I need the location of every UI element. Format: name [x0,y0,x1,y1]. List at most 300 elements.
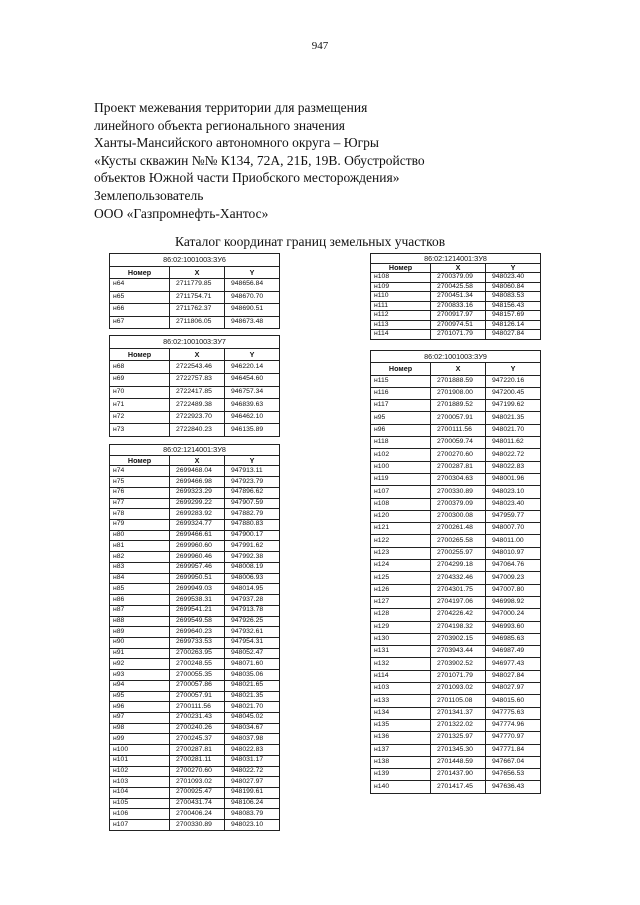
coord-y: 947926.25 [225,616,280,627]
point-number: н115 [371,375,431,387]
table-row [110,411,280,424]
coord-x: 2701322.02 [431,719,486,731]
coord-y: 948083.53 [486,292,541,302]
coord-y: 948156.43 [486,301,541,311]
column-header-x: X [431,263,486,273]
table-row [110,809,280,820]
table-row [110,424,280,437]
column-header-number: Номер [371,263,431,273]
coord-y: 948126.14 [486,320,541,330]
point-number: н97 [110,712,170,723]
coord-x: 2699466.61 [170,530,225,541]
table-row [371,633,541,645]
coord-y: 948015.60 [486,695,541,707]
table-row [110,304,280,317]
coord-y: 946987.49 [486,646,541,658]
coord-y: 948014.95 [225,584,280,595]
coord-x: 2699468.04 [170,466,225,477]
point-number: н122 [371,535,431,547]
table-row [110,595,280,606]
point-number: н93 [110,670,170,681]
header-line: объектов Южной части Приобского месторождения» [94,170,400,186]
point-number: н123 [371,547,431,559]
point-number: н116 [371,387,431,399]
coord-y: 948022.83 [225,745,280,756]
coord-x: 2704332.46 [431,572,486,584]
column-header-number: Номер [371,363,431,375]
table-row [110,386,280,399]
coord-y: 948006.93 [225,573,280,584]
coord-y: 946757.34 [225,386,280,399]
table-row [110,316,280,329]
coord-y: 948011.62 [486,437,541,449]
column-header-x: X [170,348,225,361]
coord-y: 948023.40 [486,273,541,283]
coord-x: 2722489.38 [170,399,225,412]
coord-x: 2700379.09 [431,273,486,283]
coord-x: 2701888.59 [431,375,486,387]
table-row [371,510,541,522]
coord-x: 2700425.58 [431,282,486,292]
coord-x: 2700231.43 [170,712,225,723]
point-number: н102 [110,766,170,777]
coord-x: 2699640.23 [170,627,225,638]
table-title: 86:02:1001003:ЗУ9 [371,351,541,363]
point-number: н137 [371,744,431,756]
point-number: н92 [110,659,170,670]
coord-x: 2711779.85 [170,279,225,292]
point-number: н94 [110,680,170,691]
table-row [371,292,541,302]
table-row [110,530,280,541]
coord-x: 2699299.22 [170,498,225,509]
coord-y: 948034.67 [225,723,280,734]
coord-y: 947907.59 [225,498,280,509]
point-number: н75 [110,477,170,488]
table-row [110,498,280,509]
coord-x: 2699949.03 [170,584,225,595]
point-number: н138 [371,756,431,768]
table-row [371,781,541,793]
coord-x: 2699549.58 [170,616,225,627]
coord-x: 2701417.45 [431,781,486,793]
coord-y: 948007.70 [486,523,541,535]
coord-y: 947937.28 [225,595,280,606]
coord-x: 2700330.89 [431,486,486,498]
coord-y: 948052.47 [225,648,280,659]
table-row [110,712,280,723]
coordinate-table [109,335,280,437]
document-header [94,99,425,222]
table-row [371,311,541,321]
point-number: н124 [371,560,431,572]
point-number: н72 [110,411,170,424]
point-number: н68 [110,361,170,374]
point-number: н91 [110,648,170,659]
coord-y: 948035.06 [225,670,280,681]
coord-x: 2699323.29 [170,487,225,498]
table-title: 86:02:1214001:ЗУ8 [371,254,541,264]
table-row [371,744,541,756]
point-number: н114 [371,670,431,682]
table-row [371,273,541,283]
coord-y: 948199.61 [225,788,280,799]
point-number: н86 [110,595,170,606]
table-row [110,487,280,498]
coord-x: 2701889.52 [431,400,486,412]
point-number: н112 [371,311,431,321]
table-row [371,400,541,412]
coord-y: 948022.83 [486,461,541,473]
table-row [371,560,541,572]
coord-x: 2700917.97 [431,311,486,321]
table-row [371,695,541,707]
coordinate-table [370,253,541,340]
point-number: н71 [110,399,170,412]
point-number: н100 [110,745,170,756]
point-number: н127 [371,596,431,608]
coordinate-table [109,253,280,329]
point-number: н108 [371,498,431,510]
point-number: н136 [371,732,431,744]
point-number: н89 [110,627,170,638]
coord-x: 2699733.53 [170,637,225,648]
table-row [110,399,280,412]
coordinate-table [370,350,541,794]
column-header-x: X [431,363,486,375]
coord-y: 948022.72 [486,449,541,461]
table-row [110,680,280,691]
point-number: н88 [110,616,170,627]
table-row [110,627,280,638]
coord-x: 2701071.79 [431,670,486,682]
table-row [371,375,541,387]
coord-y: 947880.83 [225,520,280,531]
coord-y: 947896.62 [225,487,280,498]
table-row [371,658,541,670]
table-row [110,361,280,374]
point-number: н128 [371,609,431,621]
table-row [110,637,280,648]
point-number: н107 [110,820,170,831]
coord-x: 2700111.56 [431,424,486,436]
point-number: н77 [110,498,170,509]
coord-y: 948021.65 [225,680,280,691]
point-number: н133 [371,695,431,707]
table-row [371,437,541,449]
coord-x: 2711762.37 [170,304,225,317]
coord-x: 2700261.48 [431,523,486,535]
coord-x: 2700974.51 [431,320,486,330]
table-row [371,282,541,292]
table-row [371,769,541,781]
coord-y: 948027.97 [225,777,280,788]
coord-x: 2700281.11 [170,755,225,766]
coord-x: 2700304.63 [431,473,486,485]
coord-y: 948001.96 [486,473,541,485]
point-number: н102 [371,449,431,461]
point-number: н76 [110,487,170,498]
coord-y: 946462.10 [225,411,280,424]
coord-y: 948106.24 [225,798,280,809]
table-row [371,572,541,584]
table-row [371,449,541,461]
coord-y: 948071.60 [225,659,280,670]
table-title: 86:02:1001003:ЗУ6 [110,254,280,267]
table-row [110,509,280,520]
table-row [110,279,280,292]
header-line: ООО «Газпромнефть-Хантос» [94,205,269,221]
point-number: н99 [110,734,170,745]
coord-x: 2700263.95 [170,648,225,659]
coord-x: 2701437.90 [431,769,486,781]
coord-y: 947991.62 [225,541,280,552]
coord-y: 948023.10 [225,820,280,831]
coord-y: 948021.35 [486,412,541,424]
point-number: н117 [371,400,431,412]
coordinate-table [109,444,280,831]
coord-x: 2699283.92 [170,509,225,520]
coord-y: 948027.84 [486,670,541,682]
coord-x: 2711806.05 [170,316,225,329]
table-row [110,745,280,756]
coord-x: 2700248.55 [170,659,225,670]
table-row [110,477,280,488]
table-row [110,291,280,304]
column-header-y: Y [486,263,541,273]
table-row [110,562,280,573]
header-line: Проект межевания территории для размещения [94,100,368,115]
coord-y: 946998.92 [486,596,541,608]
table-row [110,766,280,777]
coord-y: 946135.89 [225,424,280,437]
coord-x: 2701105.08 [431,695,486,707]
coord-y: 947775.63 [486,707,541,719]
coord-y: 948031.17 [225,755,280,766]
point-number: н132 [371,658,431,670]
point-number: н80 [110,530,170,541]
table-row [110,552,280,563]
table-row [371,756,541,768]
coord-x: 2701093.02 [170,777,225,788]
column-header-number: Номер [110,348,170,361]
coord-x: 2700300.08 [431,510,486,522]
coord-y: 947771.84 [486,744,541,756]
column-header-y: Y [225,266,280,279]
coord-y: 948022.72 [225,766,280,777]
coord-x: 2699957.46 [170,562,225,573]
point-number: н79 [110,520,170,531]
point-number: н96 [371,424,431,436]
coord-y: 947656.53 [486,769,541,781]
coord-x: 2700057.91 [170,691,225,702]
coord-x: 2699538.31 [170,595,225,606]
coord-x: 2700111.56 [170,702,225,713]
point-number: н70 [110,386,170,399]
catalog-title: Каталог координат границ земельных участков [175,234,446,249]
table-row [371,621,541,633]
coord-x: 2722757.83 [170,373,225,386]
coord-y: 947900.17 [225,530,280,541]
coord-y: 947959.77 [486,510,541,522]
point-number: н129 [371,621,431,633]
header-line: Ханты-Мансийского автономного округа – Югры [94,135,379,151]
point-number: н120 [371,510,431,522]
coord-x: 2699950.51 [170,573,225,584]
table-row [110,734,280,745]
table-row [371,320,541,330]
coord-y: 947882.79 [225,509,280,520]
point-number: н125 [371,572,431,584]
table-title: 86:02:1001003:ЗУ7 [110,336,280,349]
point-number: н74 [110,466,170,477]
coord-x: 2700255.97 [431,547,486,559]
point-number: н64 [110,279,170,292]
point-number: н106 [110,809,170,820]
coord-x: 2704226.42 [431,609,486,621]
coord-y: 947200.45 [486,387,541,399]
coord-y: 947009.23 [486,572,541,584]
column-header-y: Y [225,348,280,361]
point-number: н96 [110,702,170,713]
point-number: н139 [371,769,431,781]
coord-y: 947667.04 [486,756,541,768]
coord-x: 2700925.47 [170,788,225,799]
point-number: н65 [110,291,170,304]
table-row [371,719,541,731]
point-number: н81 [110,541,170,552]
table-row [110,691,280,702]
coord-x: 2703902.52 [431,658,486,670]
coord-x: 2701341.37 [431,707,486,719]
coord-y: 948157.69 [486,311,541,321]
table-row [371,486,541,498]
point-number: н103 [371,683,431,695]
coord-y: 947007.80 [486,584,541,596]
point-number: н85 [110,584,170,595]
table-row [371,301,541,311]
coord-x: 2700245.37 [170,734,225,745]
table-row [371,683,541,695]
point-number: н134 [371,707,431,719]
point-number: н101 [110,755,170,766]
table-row [371,498,541,510]
coord-y: 948008.19 [225,562,280,573]
column-header-x: X [170,266,225,279]
table-row [371,535,541,547]
coord-x: 2722543.46 [170,361,225,374]
table-row [371,707,541,719]
table-row [371,473,541,485]
table-row [110,798,280,809]
coord-y: 948670.70 [225,291,280,304]
point-number: н130 [371,633,431,645]
coord-x: 2722923.70 [170,411,225,424]
point-number: н95 [371,412,431,424]
coord-x: 2700451.34 [431,292,486,302]
point-number: н108 [371,273,431,283]
coord-x: 2700287.81 [170,745,225,756]
coord-y: 948023.40 [486,498,541,510]
coord-y: 947064.76 [486,560,541,572]
column-header-x: X [170,455,225,466]
coord-x: 2700240.26 [170,723,225,734]
point-number: н90 [110,637,170,648]
point-number: н78 [110,509,170,520]
coord-y: 948690.51 [225,304,280,317]
coord-x: 2700055.35 [170,670,225,681]
coord-y: 946220.14 [225,361,280,374]
header-line: «Кусты скважин №№ К134, 72А, 21Б, 19В. Обустройство [94,152,425,168]
table-row [110,659,280,670]
coord-x: 2703902.15 [431,633,486,645]
table-row [371,547,541,559]
table-row [110,648,280,659]
point-number: н98 [110,723,170,734]
coord-x: 2700287.81 [431,461,486,473]
coord-y: 948045.02 [225,712,280,723]
table-row [110,723,280,734]
point-number: н67 [110,316,170,329]
coord-y: 946993.60 [486,621,541,633]
table-row [110,820,280,831]
point-number: н109 [371,282,431,292]
table-row [371,646,541,658]
coord-y: 948060.84 [486,282,541,292]
coord-x: 2704301.75 [431,584,486,596]
coord-y: 947992.38 [225,552,280,563]
point-number: н73 [110,424,170,437]
point-number: н69 [110,373,170,386]
coord-y: 947913.11 [225,466,280,477]
coord-x: 2701448.59 [431,756,486,768]
coord-x: 2700265.58 [431,535,486,547]
coord-x: 2700270.60 [170,766,225,777]
point-number: н110 [371,292,431,302]
coord-y: 947199.62 [486,400,541,412]
table-row [110,541,280,552]
table-row [110,373,280,386]
point-number: н121 [371,523,431,535]
table-row [110,584,280,595]
table-row [371,387,541,399]
table-row [110,616,280,627]
table-row [110,755,280,766]
table-row [371,596,541,608]
table-row [371,584,541,596]
coord-x: 2701345.30 [431,744,486,756]
coord-y: 948027.84 [486,330,541,340]
point-number: н111 [371,301,431,311]
coord-y: 948021.70 [486,424,541,436]
table-row [110,788,280,799]
coord-x: 2699466.98 [170,477,225,488]
coord-y: 946454.60 [225,373,280,386]
coord-y: 948023.10 [486,486,541,498]
coord-x: 2701908.00 [431,387,486,399]
coord-x: 2703943.44 [431,646,486,658]
coord-y: 947923.79 [225,477,280,488]
table-row [110,702,280,713]
point-number: н107 [371,486,431,498]
coord-x: 2722417.85 [170,386,225,399]
point-number: н105 [110,798,170,809]
coord-y: 947932.61 [225,627,280,638]
header-line: Землепользователь [94,187,204,203]
coord-x: 2722840.23 [170,424,225,437]
point-number: н100 [371,461,431,473]
point-number: н118 [371,437,431,449]
